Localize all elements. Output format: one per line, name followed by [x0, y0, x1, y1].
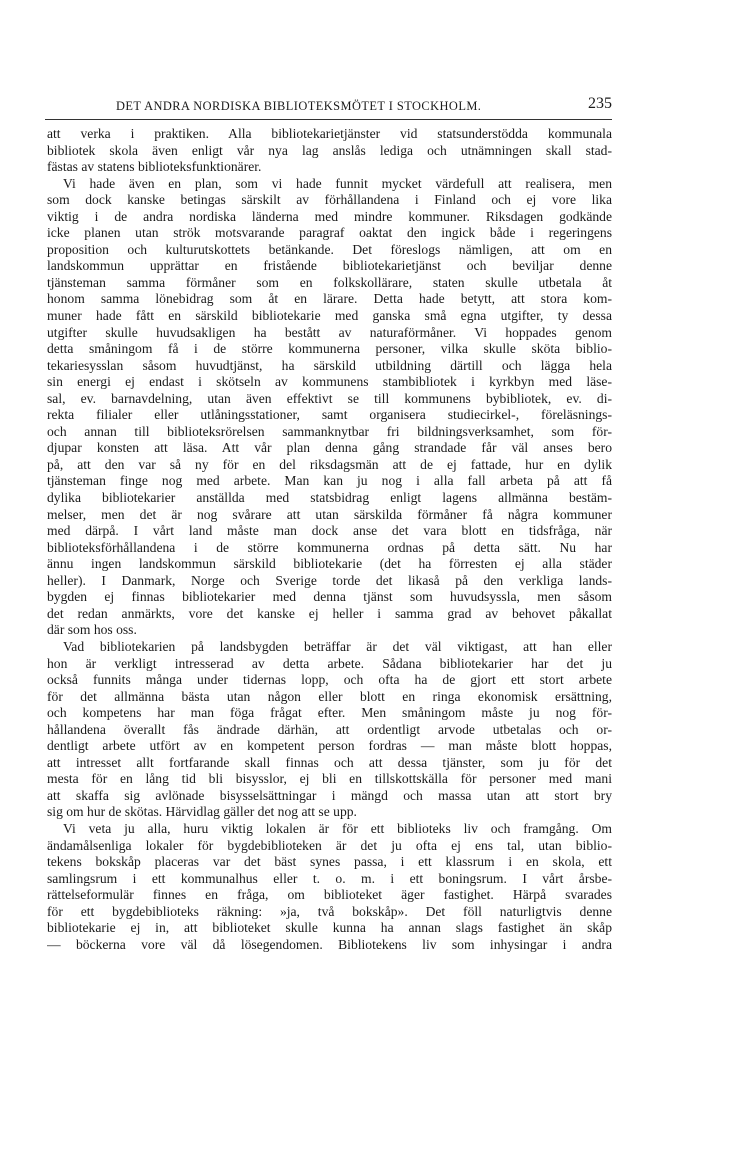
text-line: bygden ej finnas bibliotekarier med denna tjänst som huvudsyssla, men såsom — [47, 589, 612, 605]
text-line: biblioteksförhållandena i de större kommunerna ordnas på detta sätt. Nu har — [47, 539, 612, 555]
text-line: att skaffa sig avlönade bisysselsättningar i mängd och massa utan att stort bry — [47, 787, 612, 803]
text-line: sal, ev. barnavdelning, utan även effektivt se till kommunens bybibliotek, ev. di- — [47, 390, 612, 406]
page-number: 235 — [588, 95, 612, 112]
text-line: tekariesysslan såsom huvudtjänst, ha särskild utbildning därtill och lägga hela — [47, 357, 612, 373]
text-line: med därpå. I vårt land måste man dock anse det vara blott en tidsfråga, när — [47, 523, 612, 539]
text-line: tjänsteman samma förmåner som en folkskollärare, staten skulle utbetala åt — [47, 274, 612, 290]
text-line: — böckerna vore väl då lösegendomen. Bibliotekens liv som inhysingar i andra — [47, 936, 612, 952]
paragraph-start-line: Vi hade även en plan, som vi hade funnit mycket värdefull att realisera, men — [63, 175, 612, 191]
text-line: tjänsteman finge nog med arbete. Man kan ju nog i alla fall arbeta på att få — [47, 473, 612, 489]
text-line: bibliotek skola även enligt vår nya lag anslås lediga och utnämningen skall stad- — [47, 142, 612, 158]
text-line: dylika bibliotekarier anställda med statsbidrag enligt lagens allmänna bestäm- — [47, 490, 612, 506]
text-line: rättelseformulär finnes en fråga, om biblioteket äger fastighet. Härpå svarades — [47, 887, 612, 903]
text-line: hållandena överallt fås ändrade därhän, att ordentligt arvode utbetalas och or- — [47, 721, 612, 737]
text-line: muner hade fått en särskild bibliotekarie med ganska små egna utgifter, ty dessa — [47, 308, 612, 324]
text-line: dentligt arbete utfört av en kompetent person fordras — man måste blott hoppas, — [47, 738, 612, 754]
text-line: viktig i de andra nordiska länderna med mindre kommuner. Riksdagen godkände — [47, 208, 612, 224]
text-line: honom samma lönebidrag som åt en lärare. Detta hade betytt, att stora kom- — [47, 291, 612, 307]
text-line: tekens bokskåp placeras var det bäst synes passa, i ett klassrum i en skola, ett — [47, 854, 612, 870]
text-line: för det allmänna bästa utan någon eller blott en ringa ekonomisk ersättning, — [47, 688, 612, 704]
text-line: bibliotekarie ej in, att biblioteket skulle kunna ha annan slags fastighet än skåp — [47, 920, 612, 936]
paragraph-start-line: Vi veta ju alla, huru viktig lokalen är för ett biblioteks liv och framgång. Om — [63, 820, 612, 836]
text-line: att intresset allt fortfarande skall finnas och att dessa tjänster, som ju för det — [47, 754, 612, 770]
text-line: melser, men det är nog svårare att utan särskilda förmåner få några kommuner — [47, 506, 612, 522]
text-line: och annan till biblioteksrörelsen sammanknytbar fri bildningsverksamhet, som för- — [47, 423, 612, 439]
text-line: som dock kanske betingas särskilt av förhållandena i Finland och ej vore lika — [47, 192, 612, 208]
text-line: djupar konsten att läsa. Att vår plan denna gång strandade får väl anses bero — [47, 440, 612, 456]
text-line: för ett bygdebiblioteks räkning: »ja, två bokskåp». Det föll naturligtvis denne — [47, 903, 612, 919]
text-line: också funnits många under tidernas lopp, och ofta ha de gjort ett stort arbete — [47, 672, 612, 688]
text-line: landskommun upprättar en fristående bibliotekarietjänst och beviljar denne — [47, 258, 612, 274]
running-head-title: DET ANDRA NORDISKA BIBLIOTEKSMÖTET I STOCKHOLM. — [116, 99, 482, 113]
text-line: att verka i praktiken. Alla bibliotekarietjänster vid statsunderstödda kommunala — [47, 126, 612, 141]
text-line: på, att den var så ny för en del riksdagsmän att de ej fattade, hur en dylik — [47, 456, 612, 472]
text-line: det redan anmärkts, vore det kanske ej heller i samma grad av behovet påkallat — [47, 605, 612, 621]
text-line: ännu ingen landskommun särskild bibliotekarie (det ha förresten ej alla städer — [47, 556, 612, 572]
text-line: rekta filialer eller utlåningsstationer, samt organisera studiecirkel-, föreläsnings- — [47, 407, 612, 423]
text-line: mesta för en lång tid bli bisysslor, ej bli en tillskottskälla för personer med mani — [47, 771, 612, 787]
text-line: ändamålsenliga lokaler för bygdebiblioteken är det ju ofta ej ens tal, utan biblio- — [47, 837, 612, 853]
text-line: detta småningom få i de större kommunerna personer, vilka skulle sköta biblio- — [47, 341, 612, 357]
body-text — [47, 126, 612, 953]
text-line: sin energi ej endast i skötseln av kommunens stambibliotek i kyrkbyn med läse- — [47, 374, 612, 390]
paragraph-start-line: Vad bibliotekarien på landsbygden beträffar är det väl viktigast, att han eller — [63, 638, 612, 654]
text-line: samlingsrum i ett kommunalhus eller t. o. m. i ett boningsrum. I vårt årsbe- — [47, 870, 612, 886]
text-line: utgifter skulle huvudsakligen ha bestått av naturaförmåner. Vi hoppades genom — [47, 324, 612, 340]
text-line: hon är verkligt intresserad av detta arbete. Sådana bibliotekarier har det ju — [47, 655, 612, 671]
text-line: heller). I Danmark, Norge och Sverige torde det likaså på den verkliga lands- — [47, 572, 612, 588]
header-rule — [45, 119, 612, 120]
text-line: proposition och kulturutskottets betänkande. Det föreslogs nämligen, att om en — [47, 241, 612, 257]
text-line: sig om hur de skötas. Härvidlag gäller det nog att se upp. — [47, 804, 357, 820]
text-line: fästas av statens biblioteksfunktionärer. — [47, 159, 262, 175]
text-line: där som hos oss. — [47, 622, 137, 638]
text-line: icke planen utan strök motsvarande paragraf oaktat den ingick både i regeringens — [47, 225, 612, 241]
text-line: och kompetens har man föga frågat efter. Men småningom måste ju nog för- — [47, 705, 612, 721]
running-header — [112, 95, 612, 119]
